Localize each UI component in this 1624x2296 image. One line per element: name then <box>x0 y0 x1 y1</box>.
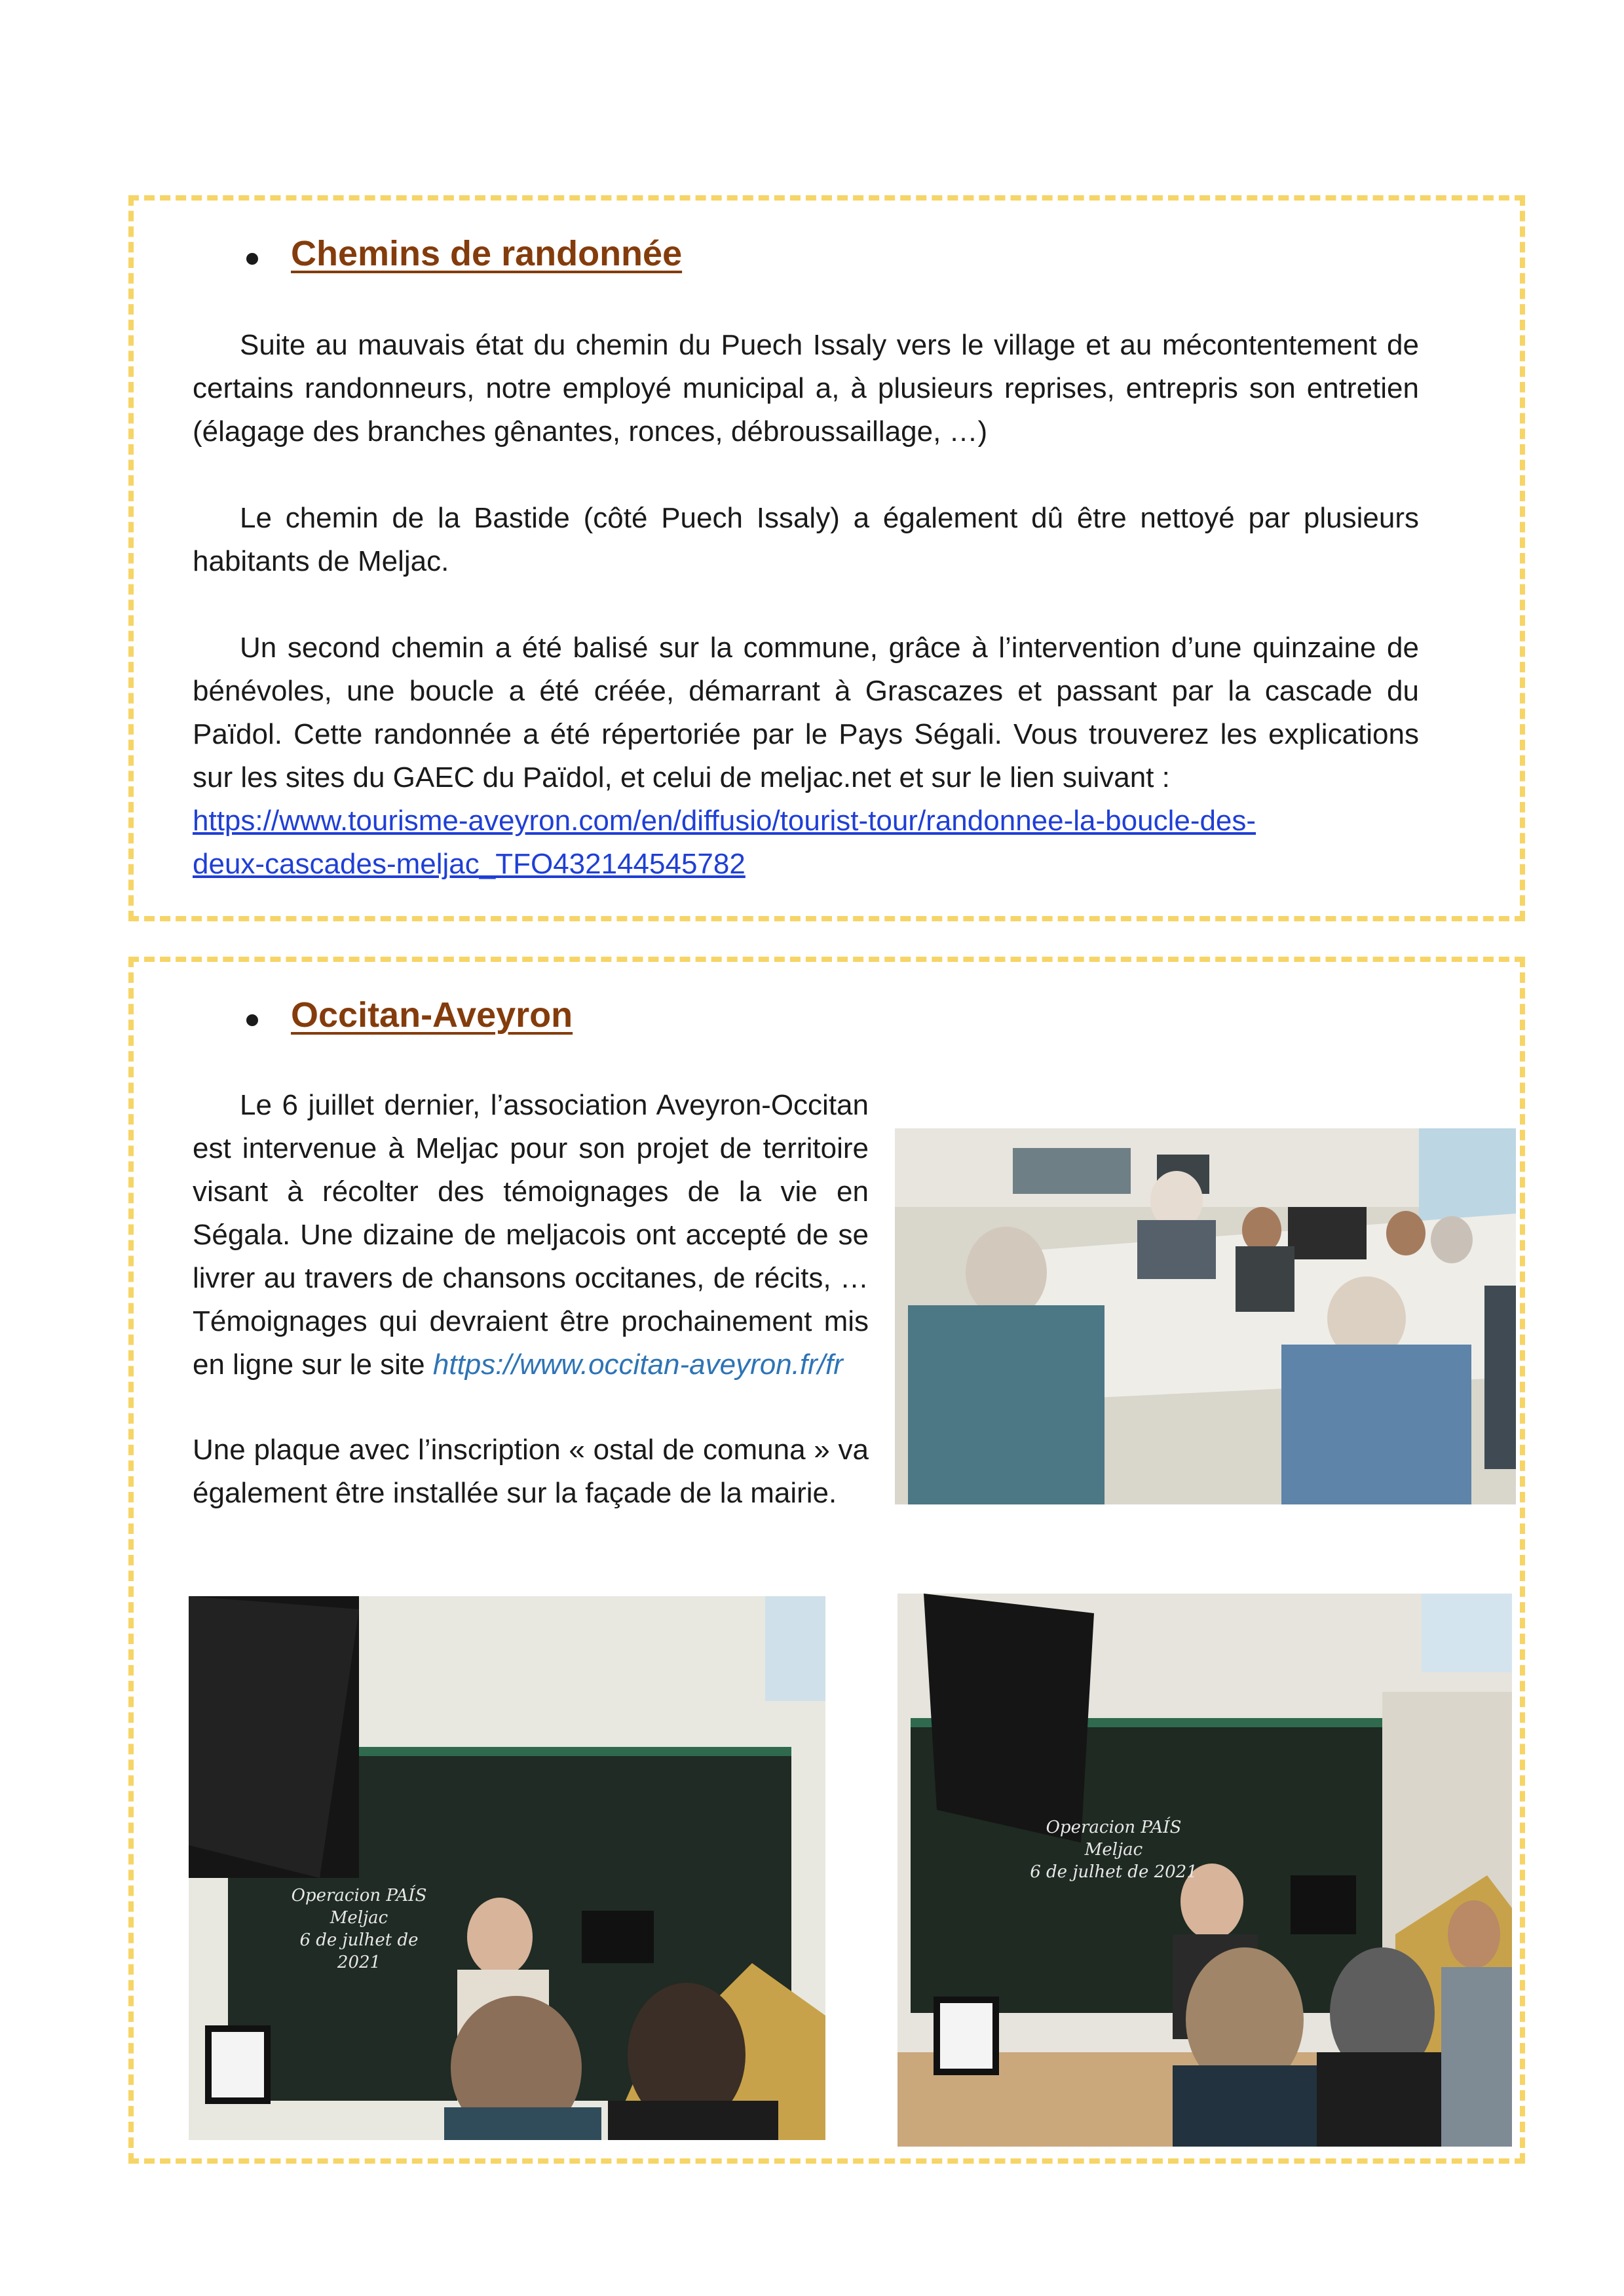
hiking-link[interactable]: https://www.tourisme-aveyron.com/en/diffusio/tourist-tour/randonnee-la-boucle-des- deux-cascades-meljac_TFO432144545782 <box>193 805 1256 880</box>
photo-interview-1 <box>189 1596 825 2140</box>
photo-interview-2 <box>897 1594 1512 2147</box>
paragraph-3: Un second chemin a été balisé sur la commune, grâce à l’intervention d’une quinzaine de bénévoles, une boucle a été créée, démarrant à Grascazes et passant par la cascade du Païdol. Cette randonnée a été répertoriée par le Pays Ségali. Vous trouverez les explications sur les sites du GAEC du Païdol, et celui de meljac.net et sur le lien suivant : <box>193 632 1419 794</box>
occitan-paragraph: Le 6 juillet dernier, l’association Aveyron-Occitan est intervenue à Meljac pour son projet de territoire visant à récolter des témoignages de la vie en Ségala. Une dizaine de meljacois ont accepté de se livrer au travers de chansons occitanes, de récits, … Témoignages qui devraient être prochainement mis en ligne sur le site https://www.occitan-aveyron.fr/fr <box>193 1089 869 1381</box>
occitan-site-link[interactable]: https://www.occitan-aveyron.fr/fr <box>432 1349 843 1381</box>
heading-occitan: Occitan-Aveyron <box>291 995 573 1035</box>
plaque-paragraph: Une plaque avec l’inscription « ostal de comuna » va également être installée sur la façade de la mairie. <box>193 1434 869 1509</box>
bullet-icon <box>246 1014 258 1026</box>
heading-chemins: Chemins de randonnée <box>291 234 683 273</box>
board-caption-2: Operacion PAÍS Meljac 6 de julhet de 2021 <box>1030 1818 1198 1882</box>
paragraph-2: Le chemin de la Bastide (côté Puech Issaly) a également dû être nettoyé par plusieurs habitants de Meljac. <box>193 502 1419 577</box>
paragraph-1: Suite au mauvais état du chemin du Puech Issaly vers le village et au mécontentement de certains randonneurs, notre employé municipal a, à plusieurs reprises, entrepris son entretien (élagage des branches gênantes, ronces, débroussaillage, …) <box>193 329 1419 448</box>
bullet-icon <box>246 253 258 265</box>
board-caption-1: Operacion PAÍS Meljac 6 de julhet de 2021 <box>291 1886 427 1972</box>
photo-meeting <box>895 1128 1516 1504</box>
